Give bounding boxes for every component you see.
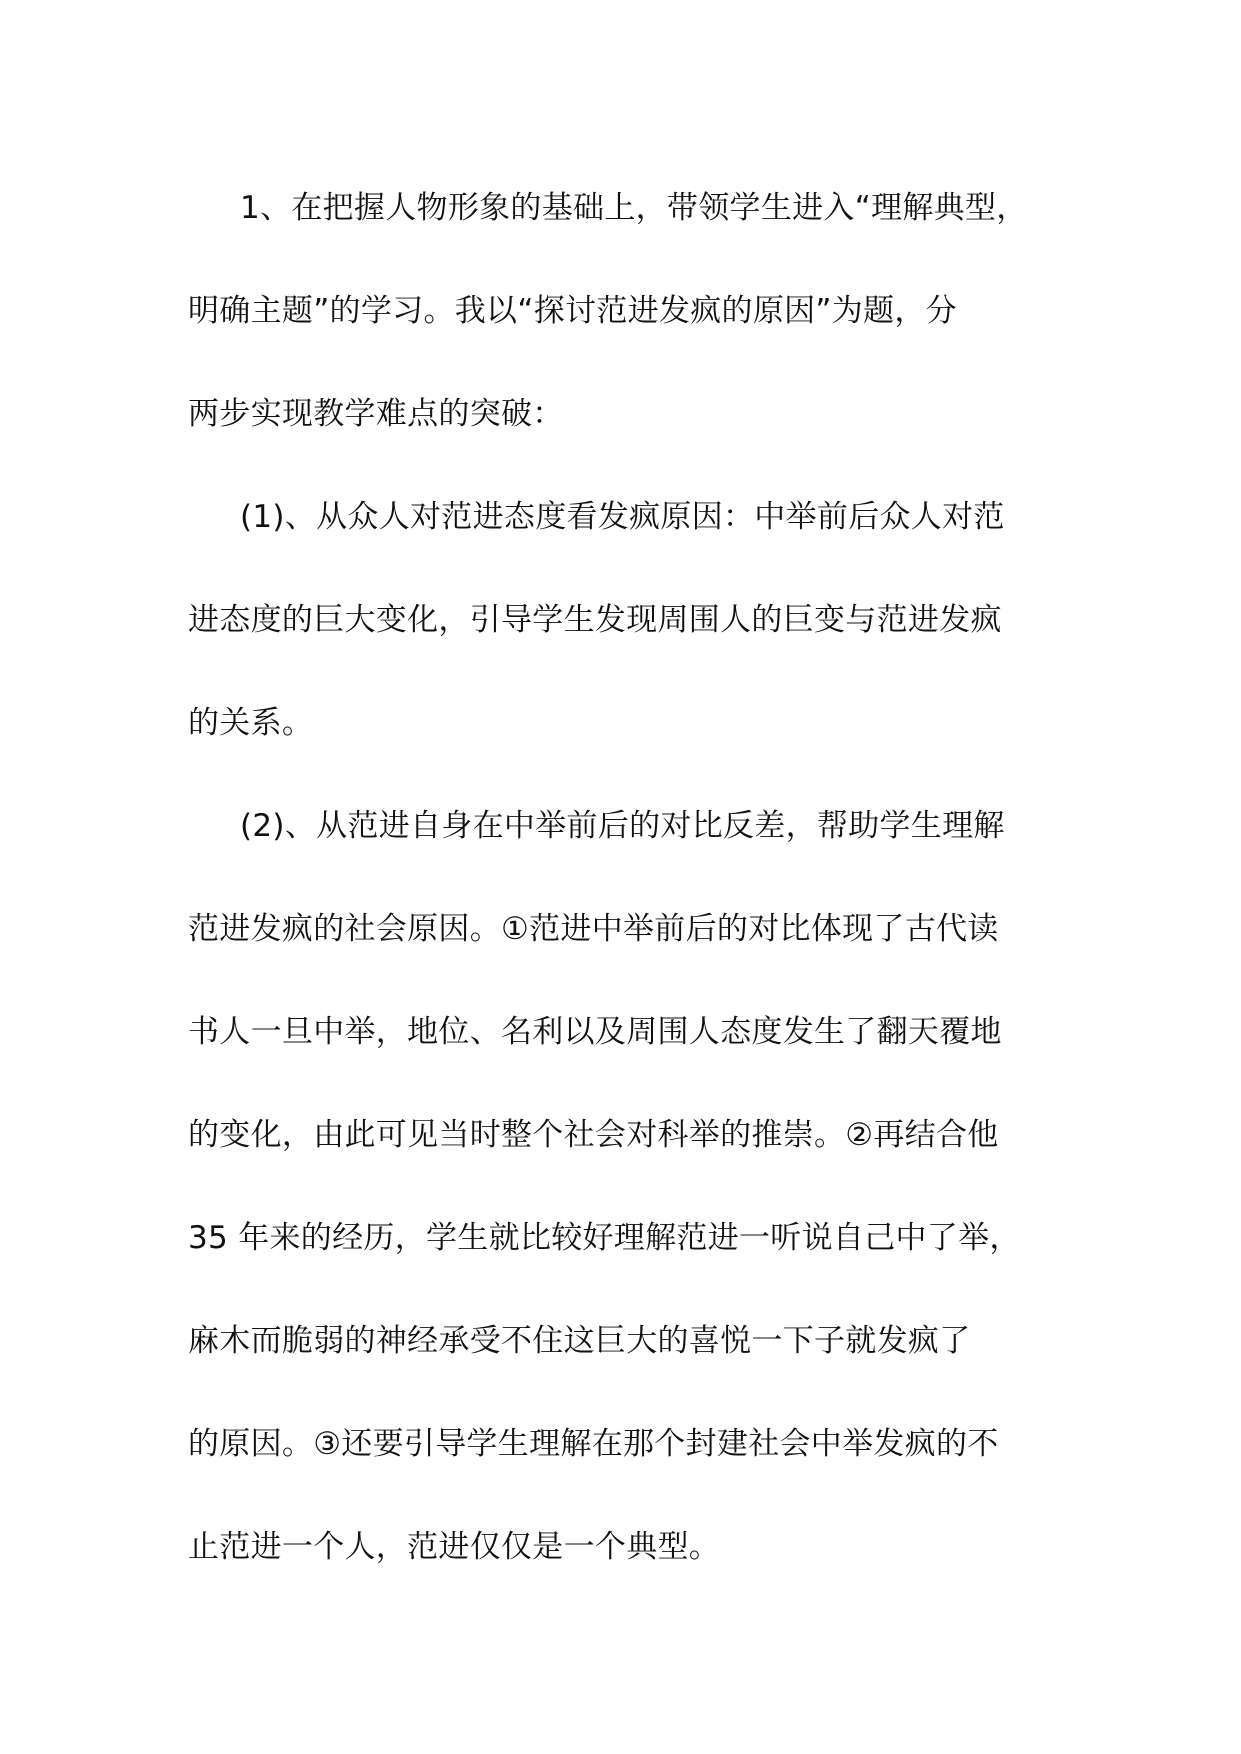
paragraph-2-line-1: (1)、从众人对范进态度看发疯原因：中举前后众人对范 xyxy=(240,499,1005,535)
paragraph-3-line-4: 的变化，由此可见当时整个社会对科举的推崇。②再结合他 xyxy=(188,1117,999,1153)
paragraph-3-line-3: 书人一旦中举，地位、名利以及周围人态度发生了翻天覆地 xyxy=(188,1014,1002,1050)
paragraph-3-line-7: 的原因。③还要引导学生理解在那个封建社会中举发疯的不 xyxy=(188,1426,999,1462)
paragraph-1-line-3: 两步实现教学难点的突破： xyxy=(188,396,564,432)
paragraph-3-line-8: 止范进一个人，范进仅仅是一个典型。 xyxy=(188,1529,721,1565)
paragraph-3-line-5: 35 年来的经历，学生就比较好理解范进一听说自己中了举， xyxy=(188,1220,1021,1256)
paragraph-1-line-2: 明确主题”的学习。我以“探讨范进发疯的原因”为题，分 xyxy=(188,293,957,329)
paragraph-3-line-1: (2)、从范进自身在中举前后的对比反差，帮助学生理解 xyxy=(240,808,1005,844)
paragraph-3-line-2: 范进发疯的社会原因。①范进中举前后的对比体现了古代读 xyxy=(188,911,999,947)
paragraph-1-line-1: 1、在把握人物形象的基础上，带领学生进入“理解典型， xyxy=(240,190,1028,226)
paragraph-2-line-2: 进态度的巨大变化，引导学生发现周围人的巨变与范进发疯 xyxy=(188,602,1002,638)
paragraph-3-line-6: 麻木而脆弱的神经承受不住这巨大的喜悦一下子就发疯了 xyxy=(188,1323,971,1359)
paragraph-2-line-3: 的关系。 xyxy=(188,705,314,741)
